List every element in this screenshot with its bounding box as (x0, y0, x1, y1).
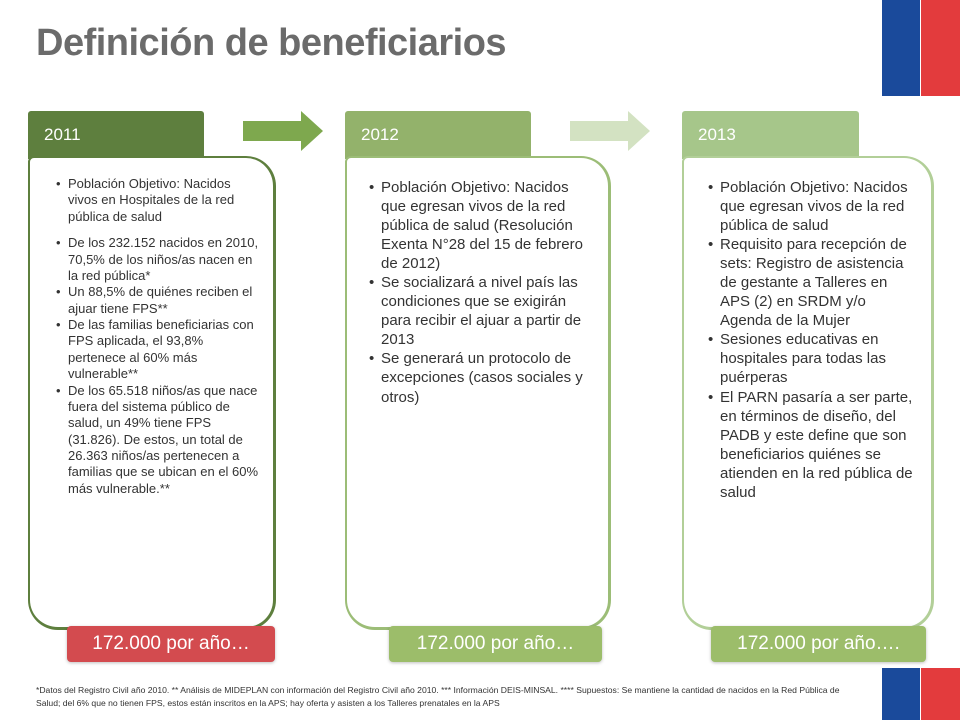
list-item: • Sesiones educativas en hospitales para todas las puérperas (708, 330, 919, 387)
footnote: *Datos del Registro Civil año 2010. ** Análisis de MIDEPLAN con información del Registro Civil año 2010. *** Información DEIS-MINSAL. **** Supuestos: Se mantiene la cantidad de nacidos en la Red Pública de Salud; del 6% que no tienen FPS, estos están inscritos en la APS; hay oferta y asisten a los Talleres prenatales en la APS (36, 685, 840, 708)
arrow-right-icon (570, 111, 650, 151)
list-item: • Población Objetivo: Nacidos vivos en Hospitales de la red pública de salud (56, 176, 259, 225)
list-item: • De los 65.518 niños/as que nace fuera del sistema público de salud, un 49% tiene FPS (31.826). De estos, un total de 26.363 niños/as pertenecen a familias que se ubican en el 60% más vulnerable.** (56, 383, 259, 498)
bullet-list (56, 176, 259, 497)
slide-title: Definición de beneficiarios (36, 22, 507, 64)
arrow-right-icon (243, 111, 323, 151)
year-tab-2013: 2013 (682, 111, 859, 159)
list-item: • Se socializará a nivel país las condiciones que se exigirán para recibir el ajuar a partir de 2013 (369, 273, 594, 349)
bullet-list (369, 178, 594, 407)
content-card-2013 (682, 156, 934, 630)
bullet-list (708, 178, 919, 502)
content-card-2012 (345, 156, 611, 630)
chile-flag-bottom (882, 668, 960, 720)
list-item: • Población Objetivo: Nacidos que egresan vivos de la red pública de salud (Resolución Exenta N°28 del 15 de febrero de 2012) (369, 178, 594, 273)
content-card-2011 (28, 156, 276, 630)
list-item: • Requisito para recepción de sets: Registro de asistencia de gestante a Talleres en APS (2) en SRDM y/o Agenda de la Mujer (708, 235, 919, 330)
births-per-year-badge-2013: 172.000 por año…. (711, 626, 926, 662)
year-tab-2012: 2012 (345, 111, 531, 159)
list-item: • El PARN pasaría a ser parte, en términos de diseño, del PADB y este define que son beneficiarios quiénes se atienden en la red pública de salud (708, 388, 919, 502)
births-per-year-badge-2012: 172.000 por año… (389, 626, 602, 662)
list-item: • Se generará un protocolo de excepciones (casos sociales y otros) (369, 349, 594, 406)
year-tab-2011: 2011 (28, 111, 204, 159)
list-item: • De las familias beneficiarias con FPS aplicada, el 93,8% pertenece al 60% más vulnerable** (56, 317, 259, 383)
list-item: • Un 88,5% de quiénes reciben el ajuar tiene FPS** (56, 284, 259, 317)
chile-flag-top (882, 0, 960, 96)
births-per-year-badge-2011: 172.000 por año… (67, 626, 275, 662)
list-item: • Población Objetivo: Nacidos que egresan vivos de la red pública de salud (708, 178, 919, 235)
list-item: • De los 232.152 nacidos en 2010, 70,5% de los niños/as nacen en la red pública* (56, 235, 259, 284)
